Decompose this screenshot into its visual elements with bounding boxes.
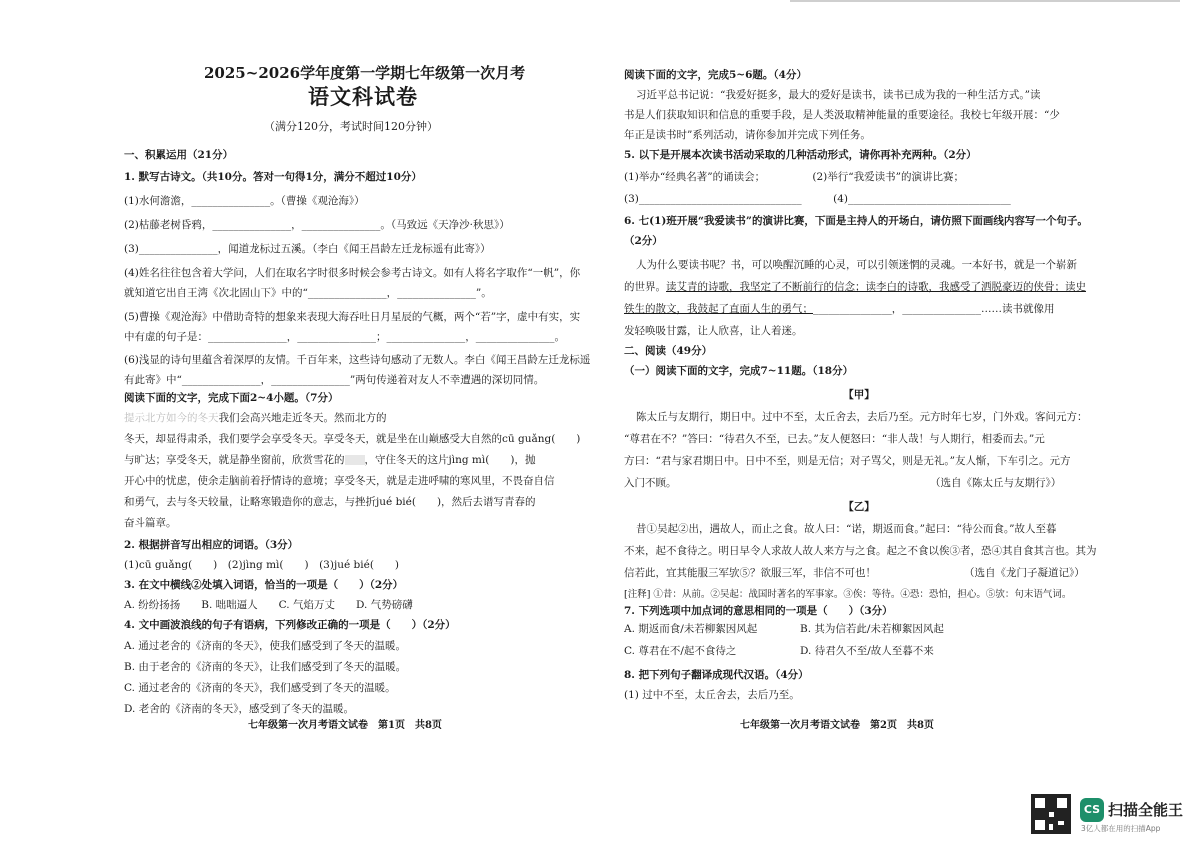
question-6-points: （2分）	[624, 235, 663, 247]
exam-title: 2025~2026学年度第一学期七年级第一次月考	[204, 64, 526, 82]
question-4-option-b: B. 由于老舍的《济南的冬天》，让我们感受到了冬天的温暖。	[124, 661, 407, 673]
question-1-5b: 中有虚的句子是：_______________，_______________；_______________，_______________。	[124, 331, 565, 343]
passage-line	[124, 411, 387, 425]
question-8-1: (1) 过中不至，太丘舍去，去后乃至。	[624, 689, 800, 701]
question-1-2: (2)枯藤老树昏鸦，_______________，_______________。（马致远《天净沙·秋思》）	[124, 219, 510, 231]
passage-line	[624, 280, 1086, 294]
passage-label-yi: 【乙】	[843, 501, 875, 513]
question-1-6b: 有此寄》中“_______________，_______________”两句传递着对友人不幸遭遇的深切同情。	[124, 374, 545, 386]
passage-line: 发轻唤吸甘露，让人欣喜，让人着迷。	[624, 325, 803, 337]
classical-passage-line: 入门不顾。	[624, 477, 677, 489]
passage-text: 的世界。	[624, 281, 666, 293]
question-1-4a: (4)姓名往往包含着大学问，人们在取名字时很多时候会参考古诗文。如有人将名字取作“一帆”，你	[124, 267, 581, 279]
underlined-text: 读艾青的诗歌，我坚定了不断前行的信念；读李白的诗歌，我感受了洒脱豪迈的侠骨；读史	[666, 281, 1086, 293]
exam-meta: （满分120分，考试时间120分钟）	[264, 120, 438, 133]
question-8: 8. 把下列句子翻译成现代汉语。（4分）	[624, 669, 809, 681]
qr-code-icon	[1031, 794, 1071, 834]
question-7-option-b: B. 其为信若此/未若柳絮因风起	[800, 623, 944, 635]
source-citation: （选自《陈太丘与友期行》）	[930, 477, 1062, 489]
classical-passage-line: 方曰：“君与家君期日中。日中不至，则是无信；对子骂父，则是无礼。”友人惭，下车引之。元方	[624, 455, 1071, 467]
question-2: 2. 根据拼音写出相应的词语。（3分）	[124, 539, 299, 551]
reading-instruction: 阅读下面的文字，完成5~6题。（4分）	[624, 69, 807, 81]
passage-text: _______________，_______________……读书就像用	[813, 303, 1055, 315]
question-1-1: (1)水何澹澹，_______________。（曹操《观沧海》）	[124, 195, 365, 207]
question-5-items-3: (3)_______________________________ (4)_______________________________	[624, 193, 1011, 205]
passage-line	[124, 453, 535, 467]
exam-subtitle: 语文科试卷	[308, 84, 418, 109]
section-heading: 二、阅读（49分）	[624, 345, 713, 357]
question-1: 1. 默写古诗文。（共10分。答对一句得1分，满分不超过10分）	[124, 171, 422, 183]
classical-passage-line: 不来，起不食待之。明日早令人求故人故人来方与之食。起之不食以俟③者，恐④其自食其言也。其为	[624, 545, 1097, 557]
passage-line: 人为什么要读书呢？书，可以唤醒沉睡的心灵，可以引领迷惘的灵魂。一本好书，就是一个崭新	[636, 259, 1077, 271]
question-1-3: (3)_______________，闻道龙标过五溪。（李白《闻王昌龄左迁龙标遥有此寄》）	[124, 243, 491, 255]
question-1-5a: (5)曹操《观沧海》中借助奇特的想象来表现大海吞吐日月星辰的气概，两个“若”字，虚中有实，实	[124, 311, 581, 323]
faded-text: 提示北方如今的冬天	[124, 412, 219, 424]
section-heading: 一、积累运用（21分）	[124, 149, 234, 161]
passage-line: 奋斗篇章。	[124, 517, 177, 529]
passage-line	[624, 302, 1055, 316]
page-2-footer: 七年级第一次月考语文试卷 第2页 共8页	[740, 720, 934, 731]
passage-text: 与旷达；享受冬天，就是静坐窗前，欣赏雪花的	[124, 454, 345, 466]
question-1-6a: (6)浅显的诗句里蕴含着深厚的友情。千百年来，这些诗句感动了无数人。李白《闻王昌龄左迁龙标遥	[124, 354, 591, 366]
classical-passage-line: 信若此，宜其能服三军欤⑤？欲服三军，非信不可也！	[624, 567, 876, 579]
reading-instruction: 阅读下面的文字，完成下面2~4小题。（7分）	[124, 392, 339, 404]
passage-line: 开心中的忧虑，使余走脑前着抒情诗的意境；享受冬天，就是走进呼啸的寒风里，不畏奋自信	[124, 475, 555, 487]
scanner-app-tagline: 3亿人都在用的扫描App	[1081, 824, 1161, 833]
question-3-options: A. 纷纷扬扬 B. 咄咄逼人 C. 气焰万丈 D. 气势磅礴	[124, 599, 413, 611]
passage-text: 我们会高兴地走近冬天。然而北方的	[218, 412, 387, 424]
source-citation: （选自《龙门子凝道记》）	[964, 567, 1085, 579]
passage-line: 冬天，却显得肃杀，我们要学会享受冬天。享受冬天，就是坐在山巅感受大自然的cū guǎng( )	[124, 433, 581, 445]
question-5-items-1: (1)举办“经典名著”的诵读会； (2)举行“我爱读书”的演讲比赛；	[624, 171, 964, 183]
question-7-option-c: C. 尊君在不/起不食待之	[624, 645, 737, 657]
top-edge-line	[790, 0, 1180, 2]
question-6: 6. 七(1)班开展“我爱读书”的演讲比赛，下面是主持人的开场白，请仿照下面画线内容写一个句子。	[624, 215, 1088, 227]
question-7: 7. 下列选项中加点词的意思相同的一项是（ ）（3分）	[624, 605, 893, 617]
underlined-text: 铁生的散文，我鼓起了直面人生的勇气；	[624, 303, 813, 315]
question-7-option-a: A. 期返而食/未若柳絮因风起	[624, 623, 758, 635]
question-3: 3. 在文中横线②处填入词语，恰当的一项是（ ）（2分）	[124, 579, 404, 591]
question-4-option-c: C. 通过老舍的《济南的冬天》，我们感受到了冬天的温暖。	[124, 682, 396, 694]
question-4: 4. 文中画波浪线的句子有语病，下列修改正确的一项是（ ）（2分）	[124, 619, 456, 631]
passage-line: 年正是读书时”系列活动，请你参加并完成下列任务。	[624, 129, 871, 141]
question-2-options: (1)cū guǎng( ) (2)jìng mì( ) (3)jué bié( )	[124, 559, 400, 571]
question-1-4b: 就知道它出自王湾《次北固山下》中的“_______________，_______________”。	[124, 287, 492, 299]
question-4-option-a: A. 通过老舍的《济南的冬天》，使我们感受到了冬天的温暖。	[124, 640, 407, 652]
question-4-option-d: D. 老舍的《济南的冬天》，感受到了冬天的温暖。	[124, 703, 354, 715]
classical-passage-line: “尊君在不？”答曰：“待君久不至，已去。”友人便怒曰：“非人哉！与人期行，相委而去。”元	[624, 433, 1045, 445]
scanner-app-logo-icon: CS	[1080, 798, 1104, 822]
passage-line: 和勇气，去与冬天较量，让略寒锻造你的意志，与挫折jué bié( )，然后去谱写青春的	[124, 496, 536, 508]
scanner-app-name: 扫描全能王	[1108, 801, 1184, 819]
question-5: 5. 以下是开展本次读书活动采取的几种活动形式，请你再补充两种。（2分）	[624, 149, 977, 161]
page-1-footer: 七年级第一次月考语文试卷 第1页 共8页	[248, 720, 442, 731]
passage-label-jia: 【甲】	[843, 389, 875, 401]
passage-line: 习近平总书记说：“我爱好挺多，最大的爱好是读书，读书已成为我的一种生活方式。”读	[636, 89, 1041, 101]
blank-2-mark	[345, 455, 365, 465]
subsection-heading: （一）阅读下面的文字，完成7~11题。（18分）	[624, 365, 854, 377]
passage-line: 书是人们获取知识和信息的重要手段，是人类汲取精神能量的重要途径。我校七年级开展：“少	[624, 109, 1060, 121]
question-7-option-d: D. 待君久不至/故人至暮不来	[800, 645, 934, 657]
annotation-notes: [注释] ①昔：从前。②吴起：战国时著名的军事家。③俟：等待。④恐：恐怕，担心。⑤欤：句末语气词。	[624, 589, 1072, 600]
passage-text: ，守住冬天的这片jìng mì( )，抛	[364, 454, 536, 466]
classical-passage-line: 昔①吴起②出，遇故人，而止之食。故人曰：“诺，期返而食。”起曰：“待公而食。”故人至暮	[636, 523, 1057, 535]
classical-passage-line: 陈太丘与友期行，期日中。过中不至，太丘舍去，去后乃至。元方时年七岁，门外戏。客问元方：	[636, 411, 1088, 423]
